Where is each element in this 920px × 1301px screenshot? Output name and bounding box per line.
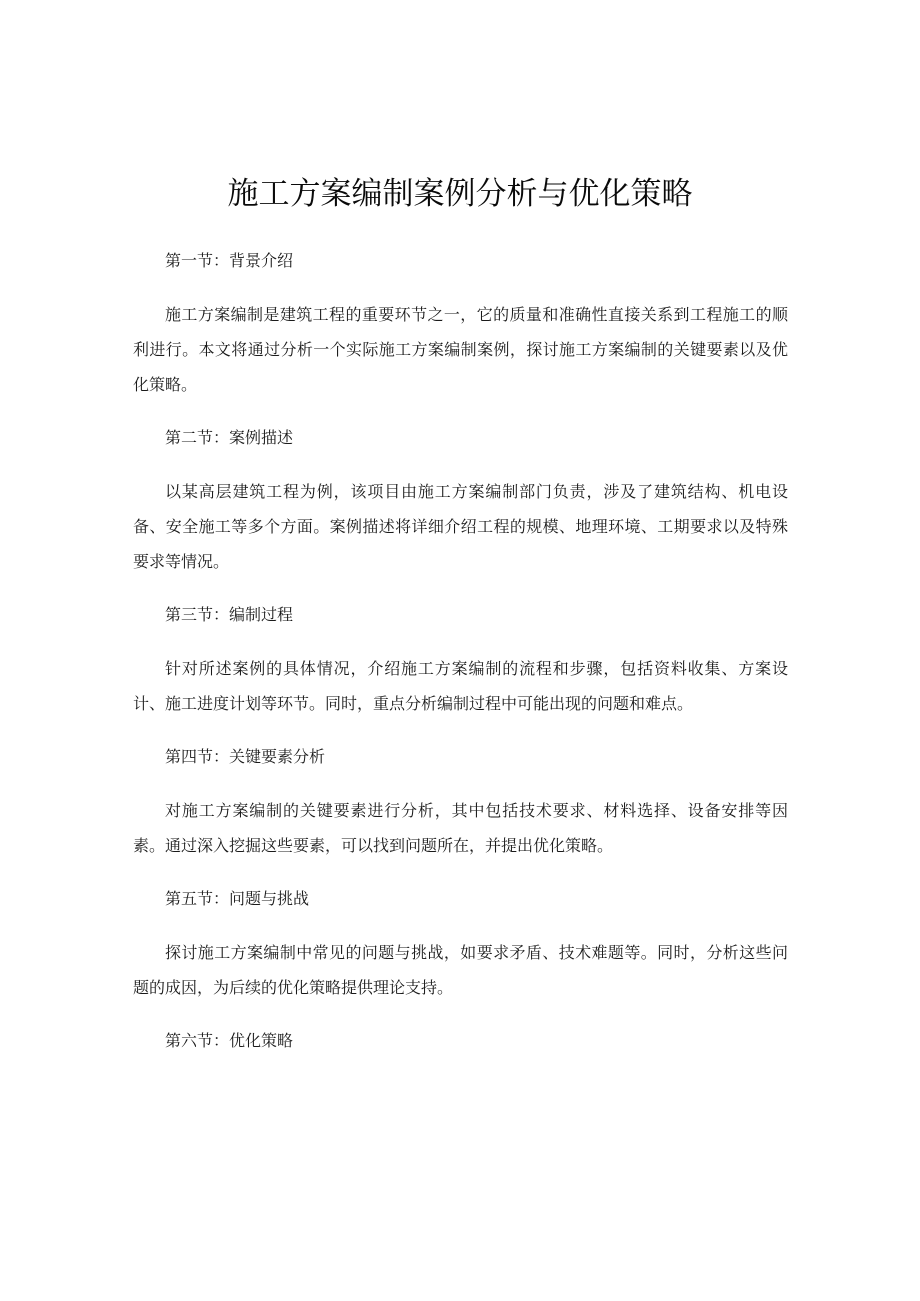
section-heading-6: 第六节：优化策略 (165, 1031, 294, 1050)
section-paragraph-5: 探讨施工方案编制中常见的问题与挑战，如要求矛盾、技术难题等。同时，分析这些问题的成因，为后续的优化策略提供理论支持。 (133, 943, 788, 997)
section-paragraph-4: 对施工方案编制的关键要素进行分析，其中包括技术要求、材料选择、设备安排等因素。通过深入挖掘这些要素，可以找到问题所在，并提出优化策略。 (133, 801, 788, 855)
document-title: 施工方案编制案例分析与优化策略 (227, 176, 693, 212)
document-body (133, 243, 788, 1059)
section-paragraph-3: 针对所述案例的具体情况，介绍施工方案编制的流程和步骤，包括资料收集、方案设计、施工进度计划等环节。同时，重点分析编制过程中可能出现的问题和难点。 (133, 659, 788, 713)
section-paragraph-2: 以某高层建筑工程为例，该项目由施工方案编制部门负责，涉及了建筑结构、机电设备、安全施工等多个方面。案例描述将详细介绍工程的规模、地理环境、工期要求以及特殊要求等情况。 (133, 482, 788, 571)
section-heading-2: 第二节：案例描述 (165, 428, 294, 447)
section-heading-1: 第一节：背景介绍 (165, 251, 294, 270)
section-heading-3: 第三节：编制过程 (165, 605, 294, 624)
section-heading-5: 第五节：问题与挑战 (165, 889, 310, 908)
section-heading-4: 第四节：关键要素分析 (165, 747, 326, 766)
section-paragraph-1: 施工方案编制是建筑工程的重要环节之一，它的质量和准确性直接关系到工程施工的顺利进行。本文将通过分析一个实际施工方案编制案例，探讨施工方案编制的关键要素以及优化策略。 (133, 305, 788, 394)
